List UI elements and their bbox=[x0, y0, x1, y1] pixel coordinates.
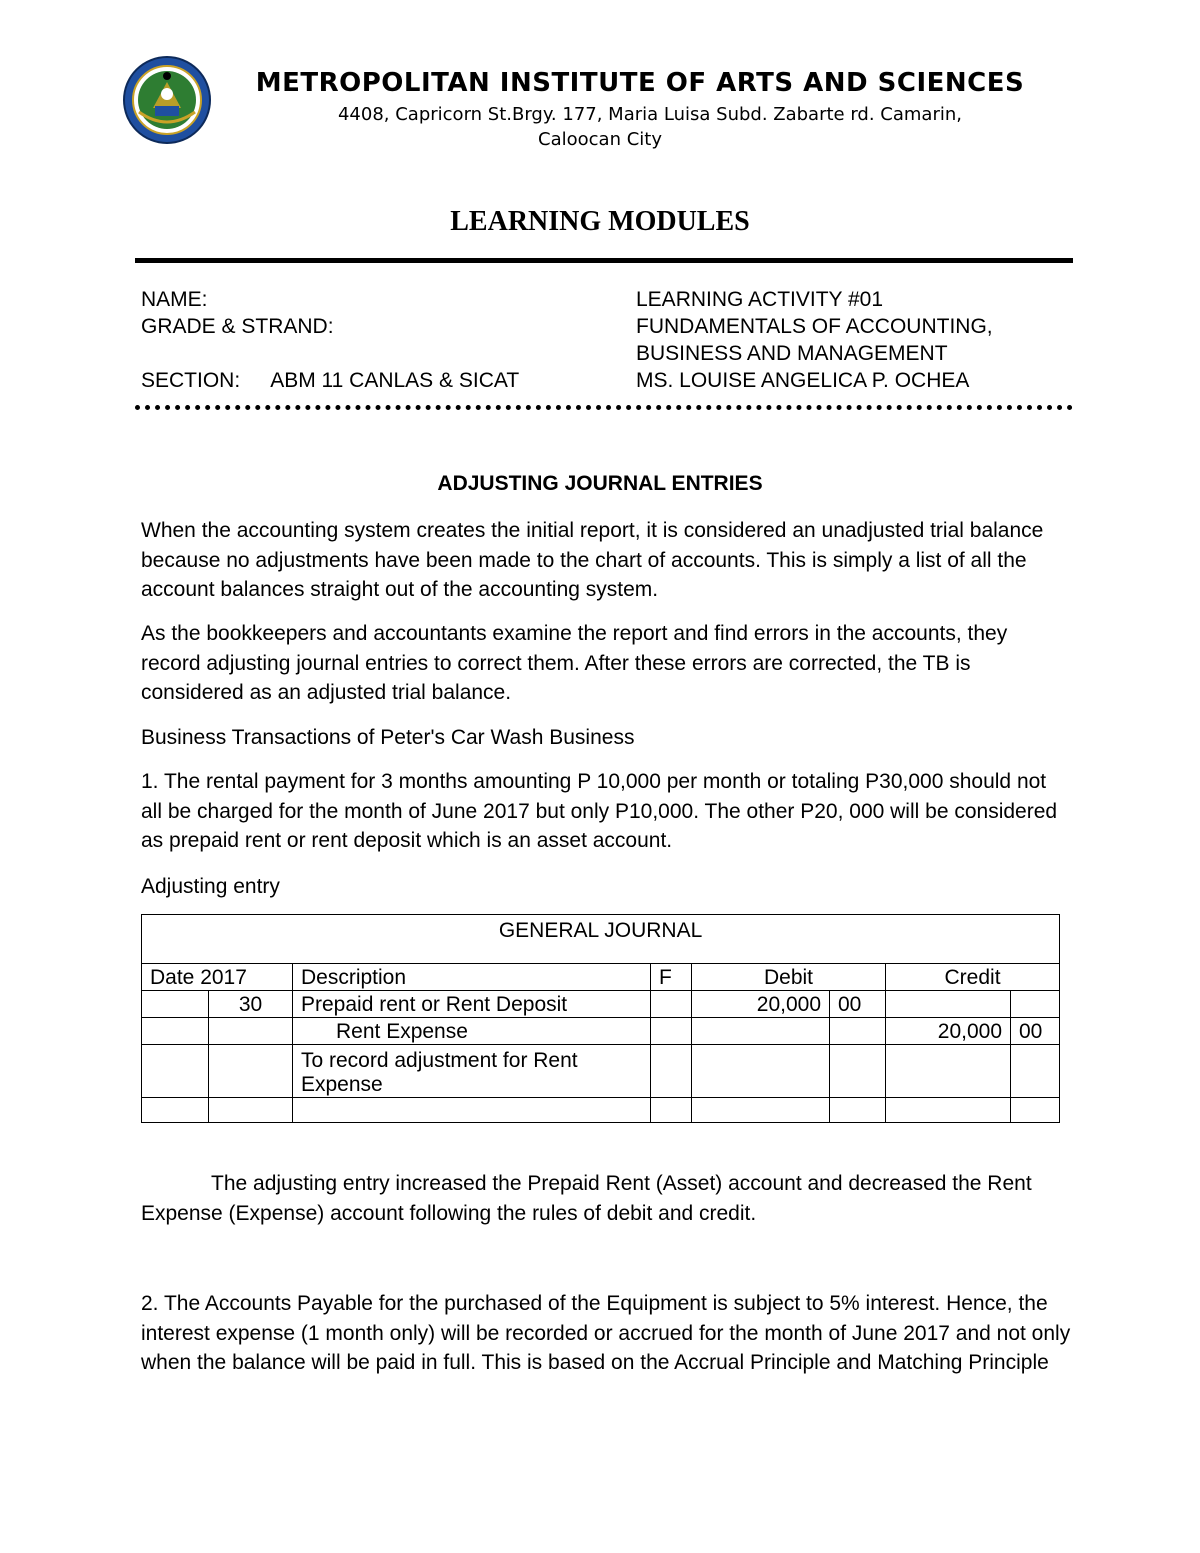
section-row bbox=[141, 367, 519, 394]
table-row bbox=[142, 991, 1060, 1018]
debit-cents bbox=[830, 1018, 886, 1045]
address-line-1: 4408, Capricorn St.Brgy. 177, Maria Luisa Subd. Zabarte rd. Camarin, bbox=[337, 104, 962, 125]
debit-amount bbox=[692, 1018, 830, 1045]
activity-info bbox=[636, 286, 993, 394]
credit-amount: 20,000 bbox=[886, 1018, 1011, 1045]
header-description: Description bbox=[293, 964, 651, 991]
debit-cents bbox=[830, 1045, 886, 1098]
dotted-divider bbox=[135, 405, 1073, 410]
subject-line-2: BUSINESS AND MANAGEMENT bbox=[636, 342, 948, 365]
subject-line-1: FUNDAMENTALS OF ACCOUNTING, bbox=[636, 315, 993, 338]
header-folio: F bbox=[651, 964, 692, 991]
credit-cents: 00 bbox=[1011, 1018, 1060, 1045]
journal-title: GENERAL JOURNAL bbox=[142, 915, 1060, 964]
credit-cents bbox=[1011, 1045, 1060, 1098]
paragraph-unadjusted-tb: When the accounting system creates the initial report, it is considered an unadjusted trial balance because no adjustments have been made to the chart of accounts. This is simply a list of all the account balances straight out of the accounting system. bbox=[141, 519, 1044, 601]
credit-amount bbox=[886, 1045, 1011, 1098]
header-rule bbox=[135, 258, 1073, 263]
debit-cents: 00 bbox=[830, 991, 886, 1018]
transactions-heading: Business Transactions of Peter's Car Wash Business bbox=[141, 726, 635, 749]
transaction-2: 2. The Accounts Payable for the purchased of the Equipment is subject to 5% interest. Hence, the interest expense (1 month only) will be recorded or accrued for the month of June 2017 and not only when the balance will be paid in full. This is based on the Accrual Principle and Matching Principle bbox=[141, 1292, 1071, 1374]
table-row bbox=[142, 1045, 1060, 1098]
institution-name: METROPOLITAN INSTITUTE OF ARTS AND SCIENCES bbox=[255, 68, 1025, 98]
credit-cents bbox=[1011, 991, 1060, 1018]
entry-description: To record adjustment for Rent Expense bbox=[293, 1045, 651, 1098]
entry-day bbox=[209, 1045, 293, 1098]
section-label: SECTION: bbox=[141, 369, 241, 392]
transaction-1: 1. The rental payment for 3 months amounting P 10,000 per month or totaling P30,000 should not all be charged for the month of June 2017 but only P10,000. The other P20, 000 will be considered as prepaid rent or rent deposit which is an asset account. bbox=[141, 770, 1058, 852]
student-info bbox=[141, 286, 519, 394]
adjustment-explanation: The adjusting entry increased the Prepaid Rent (Asset) account and decreased the Rent Expense (Expense) account following the rules of debit and credit. bbox=[141, 1172, 1032, 1225]
name-label: NAME: bbox=[141, 288, 208, 311]
entry-day: 30 bbox=[209, 991, 293, 1018]
teacher-name: MS. LOUISE ANGELICA P. OCHEA bbox=[636, 369, 970, 392]
table-row bbox=[142, 1098, 1060, 1123]
credit-amount bbox=[886, 991, 1011, 1018]
table-row bbox=[142, 1018, 1060, 1045]
address-line-2: Caloocan City bbox=[538, 129, 662, 150]
entry-description: Rent Expense bbox=[293, 1018, 651, 1045]
paragraph-adjusted-tb: As the bookkeepers and accountants examine the report and find errors in the accounts, they record adjusting journal entries to correct them. After these errors are corrected, the TB is considered as an adjusted trial balance. bbox=[141, 622, 1008, 704]
section-value: ABM 11 CANLAS & SICAT bbox=[270, 369, 520, 392]
debit-amount: 20,000 bbox=[692, 991, 830, 1018]
entry-day bbox=[209, 1018, 293, 1045]
general-journal-table bbox=[141, 914, 1059, 1126]
module-title: LEARNING MODULES bbox=[450, 206, 750, 237]
grade-strand-label: GRADE & STRAND: bbox=[141, 315, 334, 338]
header-date: Date 2017 bbox=[142, 964, 293, 991]
activity-number: LEARNING ACTIVITY #01 bbox=[636, 288, 884, 311]
entry-description: Prepaid rent or Rent Deposit bbox=[293, 991, 651, 1018]
adjusting-entry-label: Adjusting entry bbox=[141, 875, 280, 898]
debit-amount bbox=[692, 1045, 830, 1098]
header-debit: Debit bbox=[692, 964, 886, 991]
header-credit: Credit bbox=[886, 964, 1060, 991]
section-heading: ADJUSTING JOURNAL ENTRIES bbox=[437, 472, 763, 495]
